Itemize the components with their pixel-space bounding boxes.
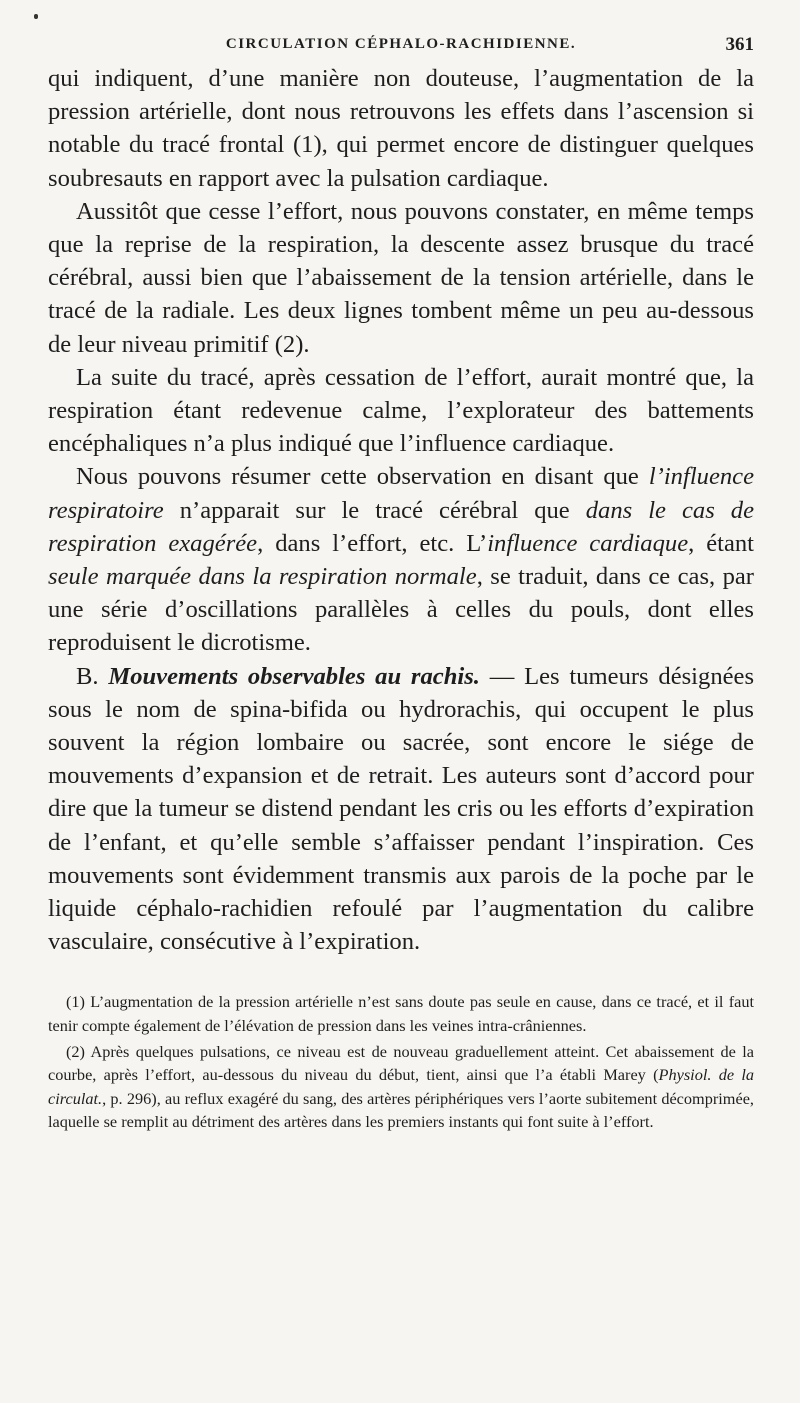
section-heading: Mouvements observables au rachis.: [108, 662, 480, 690]
emphasis-cardiac-influence: influence cardiaque: [487, 529, 689, 557]
ink-speck: [34, 14, 38, 19]
paragraph-1: qui indiquent, d’une manière non douteuse, l’augmentation de la pression artérielle, dont nous retrouvons les effets dans l’ascension si notable du tracé frontal (1), qui permet encore de distinguer quelques soubresauts en rapport avec la pulsation cardiaque.: [48, 65, 754, 192]
summary-text: , se traduit, dans ce cas, par une série d’oscillations parallèles à celles du pouls, dont elles reproduisent le dicrotisme.: [48, 563, 754, 657]
section-letter: B.: [76, 662, 109, 690]
paragraph-3: La suite du tracé, après cessation de l’effort, aurait montré que, la respiration étant redevenue calme, l’explorateur des battements encéphaliques n’a plus indiqué que l’influence cardiaque.: [48, 363, 754, 458]
page-number: 361: [725, 34, 754, 55]
footnote-text: (2) Après quelques pulsations, ce niveau est de nouveau graduellement atteint. Cet abaissement de la courbe, après l’effort, au-dessous du niveau du début, tient, ainsi que l’a établi Marey (: [48, 1042, 754, 1085]
summary-text: , étant: [688, 529, 754, 557]
emphasis-normal-respiration: seule marquée dans la respiration normale: [48, 563, 477, 591]
main-text: [48, 62, 754, 958]
footnotes: [48, 990, 754, 1133]
running-title: CIRCULATION CÉPHALO-RACHIDIENNE.: [225, 36, 577, 52]
paragraph-4: [48, 460, 754, 659]
footnote-1: (1) L’augmentation de la pression artérielle n’est sans doute pas seule en cause, dans ce tracé, et il faut tenir compte également de l’élévation de pression dans les veines intra-crâniennes.: [48, 992, 754, 1035]
section-text: — Les tumeurs désignées sous le nom de spina-bifida ou hydrorachis, qui occupent le plus souvent la région lombaire ou sacrée, sont encore le siége de mouvements d’expansion et de retrait. Les auteurs sont d’accord pour dire que la tumeur se distend pendant les cris ou les efforts d’expiration de l’enfant, et qu’elle semble s’affaisser pendant l’inspiration. Ces mouvements sont évidemment transmis aux parois de la poche par le liquide céphalo-rachidien refoulé par l’augmentation du calibre vasculaire, consécutive à l’expiration.: [48, 662, 755, 956]
emphasis-exaggerated-respiration: dans le cas de respiration exagérée: [48, 496, 755, 557]
summary-text: Nous pouvons résumer cette observation en disant que: [76, 463, 649, 491]
running-head: [48, 28, 754, 62]
paragraph-5: [48, 660, 754, 959]
paragraph-2: Aussitôt que cesse l’effort, nous pouvons constater, en même temps que la reprise de la respiration, la descente assez brusque du tracé cérébral, aussi bien que l’abaissement de la tension artérielle, dans le tracé de la radiale. Les deux lignes tombent même un peu au-dessous de leur niveau primitif (2).: [48, 197, 754, 358]
book-page: [48, 28, 754, 1136]
summary-text: , dans l’effort, etc. L’: [257, 529, 488, 557]
footnote-text: , p. 296), au reflux exagéré du sang, des artères périphériques vers l’aorte subitement décomprimée, laquelle se remplit au détriment des artères dans les premiers instants qui font suite à l’effort.: [48, 1088, 754, 1131]
citation-title: Physiol. de la circulat.: [48, 1065, 755, 1108]
emphasis-respiratory-influence: l’influence respiratoire: [48, 463, 754, 524]
footnote-2: [48, 1040, 754, 1133]
summary-text: n’apparait sur le tracé cérébral que: [163, 496, 586, 524]
